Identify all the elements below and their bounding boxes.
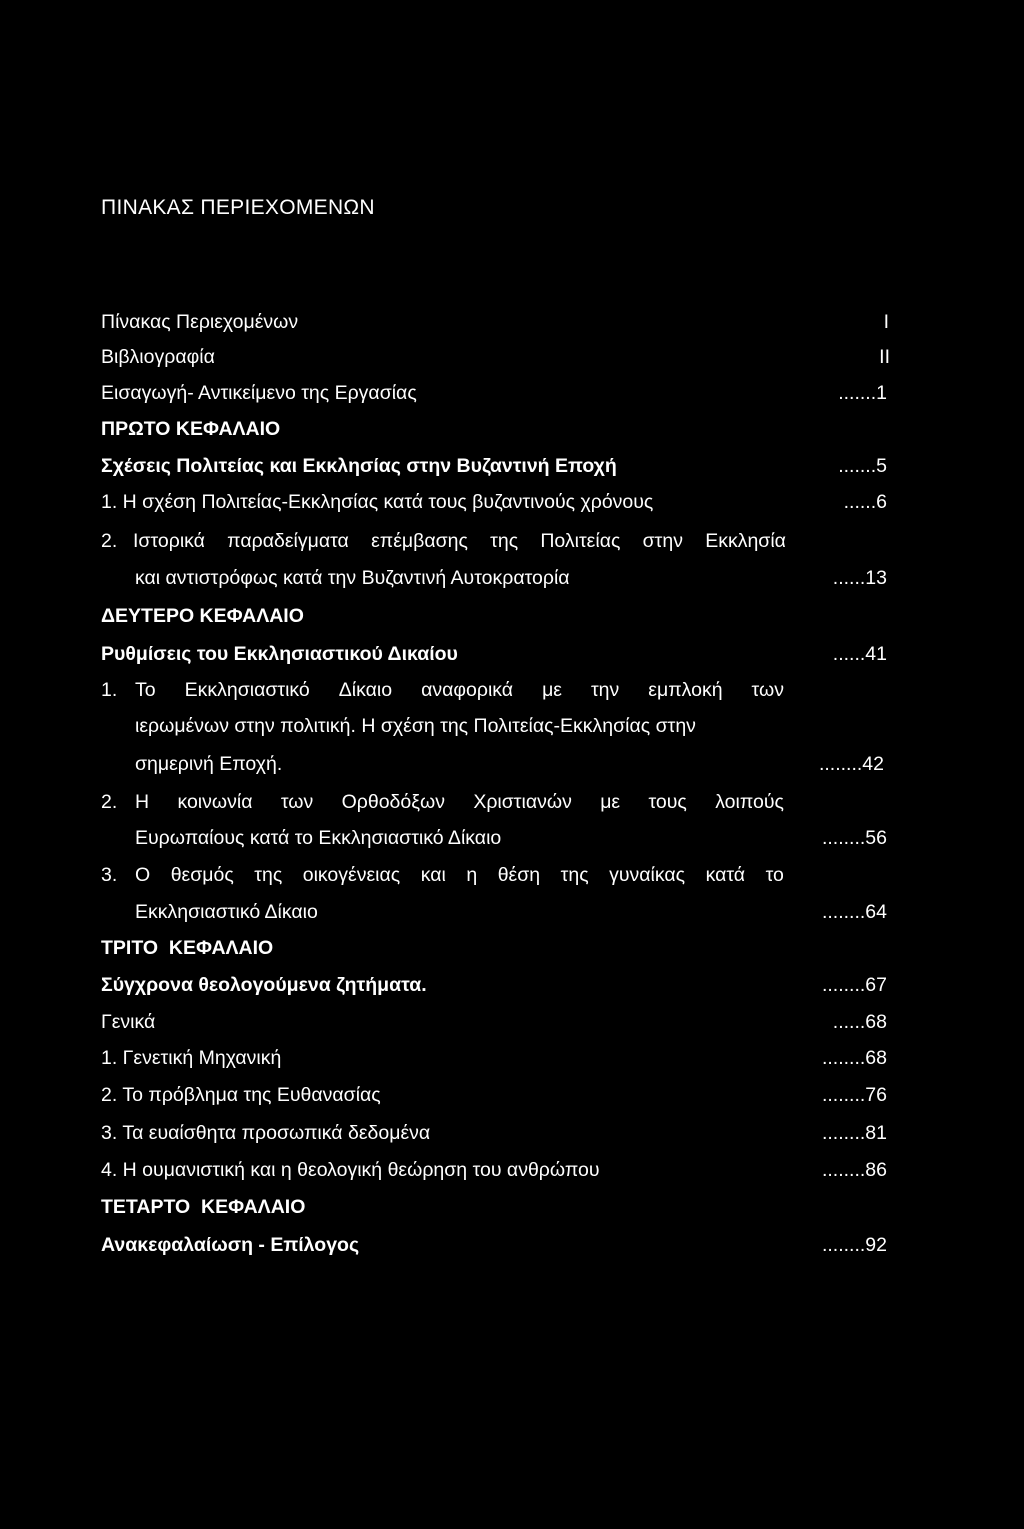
toc-entry-text: Η κοινωνία των Ορθοδόξων Χριστιανών με τους λοιπούς (135, 791, 784, 813)
page-title: ΠΙΝΑΚΑΣ ΠΕΡΙΕΧΟΜΕΝΩΝ (101, 196, 375, 219)
toc-entry-text: Το Εκκλησιαστικό Δίκαιο αναφορικά με την εμπλοκή των (135, 679, 784, 701)
toc-entry-text-cont: και αντιστρόφως κατά την Βυζαντινή Αυτοκρατορία (135, 567, 570, 589)
toc-entry-text: 3. Τα ευαίσθητα προσωπικά δεδομένα (101, 1122, 431, 1144)
toc-entry-page: ........68 (821, 1047, 887, 1069)
toc-entry-page: ........64 (821, 901, 887, 923)
toc-entry-page: .......5 (838, 455, 887, 477)
toc-entry-text: Σύγχρονα θεολογούμενα ζητήματα. (101, 974, 427, 996)
toc-entry-text: Ρυθμίσεις του Εκκλησιαστικού Δικαίου (101, 643, 458, 665)
toc-entry-page: ........81 (821, 1122, 887, 1144)
toc-entry-page: ......13 (832, 567, 887, 589)
toc-entry-text: Ο θεσμός της οικογένειας και η θέση της γυναίκας κατά το (135, 864, 784, 886)
toc-entry-text: 2. Το πρόβλημα της Ευθανασίας (101, 1084, 381, 1106)
toc-entry-text: Εισαγωγή- Αντικείμενο της Εργασίας (101, 382, 417, 404)
toc-entry-text-cont: Εκκλησιαστικό Δίκαιο (135, 901, 318, 923)
toc-entry-text-cont: Ευρωπαίους κατά το Εκκλησιαστικό Δίκαιο (135, 827, 502, 849)
toc-entry-number: 1. (101, 679, 118, 701)
toc-entry-number: 2. (101, 530, 118, 552)
toc-entry-page: ........92 (821, 1234, 887, 1256)
toc-entry-text: Ανακεφαλαίωση - Επίλογος (101, 1234, 360, 1256)
toc-entry-text: 1. Η σχέση Πολιτείας-Εκκλησίας κατά τους βυζαντινούς χρόνους (101, 491, 654, 513)
chapter-heading: ΤΕΤΑΡΤΟ ΚΕΦΑΛΑΙΟ (101, 1196, 306, 1218)
toc-entry-page: ......68 (832, 1011, 887, 1033)
toc-entry-page: ........86 (821, 1159, 887, 1181)
toc-entry-text: Βιβλιογραφία (101, 346, 215, 368)
toc-entry-text: 1. Γενετική Μηχανική (101, 1047, 282, 1069)
toc-entry-page: ........67 (821, 974, 887, 996)
chapter-heading: ΔΕΥΤΕΡΟ ΚΕΦΑΛΑΙΟ (101, 605, 304, 627)
toc-entry-page: I (883, 311, 889, 333)
toc-entry-text: 4. Η ουμανιστική και η θεολογική θεώρηση του ανθρώπου (101, 1159, 600, 1181)
toc-entry-page: ........76 (821, 1084, 887, 1106)
toc-entry-page: .......1 (838, 382, 887, 404)
toc-entry-page: ........42 (818, 753, 884, 775)
toc-entry-page: ......41 (832, 643, 887, 665)
toc-entry-page: ......6 (843, 491, 887, 513)
toc-entry-page: ........56 (821, 827, 887, 849)
toc-entry-text-cont: ιερωμένων στην πολιτική. Η σχέση της Πολιτείας-Εκκλησίας στην (135, 715, 696, 737)
toc-entry-text: Σχέσεις Πολιτείας και Εκκλησίας στην Βυζαντινή Εποχή (101, 455, 617, 477)
toc-entry-number: 2. (101, 791, 118, 813)
chapter-heading: ΠΡΩΤΟ ΚΕΦΑΛΑΙΟ (101, 418, 281, 440)
toc-entry-page: II (879, 346, 890, 368)
chapter-heading: ΤΡΙΤΟ ΚΕΦΑΛΑΙΟ (101, 937, 274, 959)
toc-entry-text: Πίνακας Περιεχομένων (101, 311, 299, 333)
toc-entry-text: Γενικά (101, 1011, 156, 1033)
toc-entry-text-cont: σημερινή Εποχή. (135, 753, 283, 775)
toc-entry-number: 3. (101, 864, 118, 886)
toc-entry-text: Ιστορικά παραδείγματα επέμβασης της Πολιτείας στην Εκκλησία (133, 530, 786, 552)
